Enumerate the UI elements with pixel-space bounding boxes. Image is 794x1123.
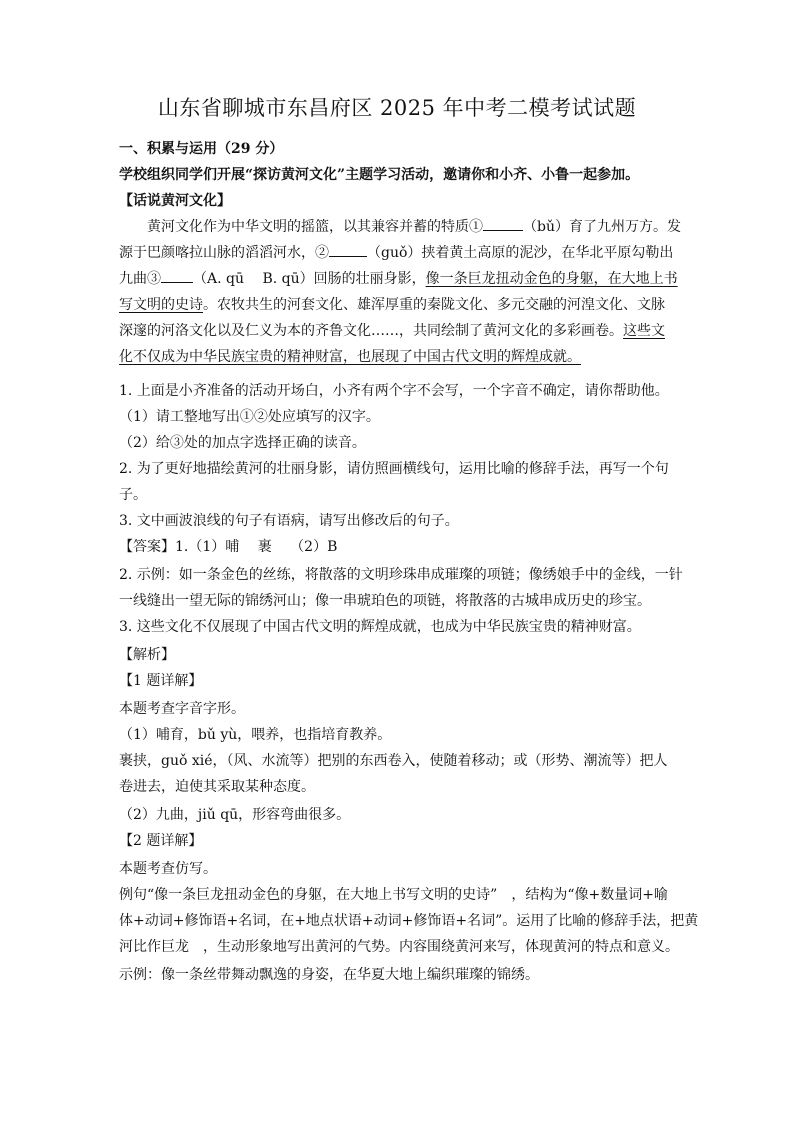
wavy-sentence: 这些文	[623, 323, 665, 339]
passage-line-3: 九曲③ （A. qū B. qū）回肠的壮丽身影，像一条巨龙扭动金色的身躯，在大地上书	[119, 271, 678, 287]
analysis-line: 卷进去，迫使其采取某种态度。	[119, 779, 315, 795]
question-line: （2）给③处的加点字选择正确的读音。	[119, 435, 366, 451]
answer-line: 一线缝出一望无际的锦绣河山；像一串琥珀色的项链，将散落的古城串成历史的珍宝。	[119, 593, 651, 609]
question-line: 1. 上面是小齐准备的活动开场白，小齐有两个字不会写，一个字音不确定，请你帮助他。	[119, 383, 669, 399]
answer-line: 2. 示例：如一条金色的丝练，将散落的文明珍珠串成璀璨的项链；像绣娘手中的金线，一针	[119, 567, 683, 583]
analysis-line: 裹挟，guǒ xié，（风、水流等）把别的东西卷入，使随着移动；或（形势、潮流等）把人	[119, 753, 668, 769]
analysis-line: 【1 题详解】	[119, 673, 203, 689]
analysis-line: 示例：像一条丝带舞动飘逸的身姿，在华夏大地上编织璀璨的锦绣。	[119, 967, 539, 983]
passage-line-1: 黄河文化作为中华文明的摇篮，以其兼容并蓄的特质① （bǔ）育了九州万方。发	[147, 219, 681, 235]
wavy-sentence-end: 化不仅成为中华民族宝贵的精神财富，也展现了中国古代文明的辉煌成就。	[119, 349, 581, 365]
answer-line: 3. 这些文化不仅展现了中国古代文明的辉煌成就，也成为中华民族宝贵的精神财富。	[119, 619, 641, 635]
blank-3	[161, 270, 193, 283]
analysis-line: 本题考查仿写。	[119, 861, 217, 877]
underlined-sentence-end: 写文明的史诗	[119, 297, 203, 313]
question-line: 子。	[119, 487, 147, 503]
underlined-sentence: 像一条巨龙扭动金色的身躯，在大地上书	[425, 271, 678, 287]
analysis-line: 【解析】	[119, 647, 175, 663]
subsection-heading: 【话说黄河文化】	[119, 193, 231, 209]
question-line: 3. 文中画波浪线的句子有语病，请写出修改后的句子。	[119, 513, 459, 529]
passage-line-2: 源于巴颜喀拉山脉的滔滔河水，② （guǒ）挟着黄土高原的泥沙，在华北平原勾勒出	[119, 245, 674, 261]
analysis-line: （2）九曲，jiǔ qū，形容弯曲很多。	[119, 807, 351, 823]
blank-1	[483, 218, 523, 231]
passage-line-6	[119, 348, 581, 366]
analysis-line: （1）哺育，bǔ yù，喂养，也指培育教养。	[119, 727, 392, 743]
analysis-line: 河比作巨龙 ，生动形象地写出黄河的气势。内容围绕黄河来写，体现黄河的特点和意义。	[119, 939, 679, 955]
answer-line: 【答案】1.（1）哺 裹 （2）B	[119, 539, 338, 555]
question-line: （1）请工整地写出①②处应填写的汉字。	[119, 409, 380, 425]
document-title: 山东省聊城市东昌府区 2025 年中考二模考试试题	[157, 96, 637, 120]
analysis-line: 体+动词+修饰语+名词，在+地点状语+动词+修饰语+名词”。运用了比喻的修辞手法，把黄	[119, 913, 699, 929]
analysis-line: 本题考查字音字形。	[119, 701, 245, 717]
blank-2	[329, 244, 367, 257]
passage-line-5: 深邃的河洛文化以及仁义为本的齐鲁文化……，共同绘制了黄河文化的多彩画卷。这些文	[119, 323, 665, 339]
section-heading: 一、积累与运用（29 分）	[119, 141, 284, 157]
question-line: 2. 为了更好地描绘黄河的壮丽身影，请仿照画横线句，运用比喻的修辞手法，再写一个句	[119, 461, 669, 477]
analysis-line: 例句“像一条巨龙扭动金色的身躯，在大地上书写文明的史诗” ，结构为“像+数量词+喻	[119, 887, 668, 903]
activity-intro: 学校组织同学们开展“探访黄河文化”主题学习活动，邀请你和小齐、小鲁一起参加。	[119, 167, 640, 183]
passage-line-4: 写文明的史诗。农牧共生的河套文化、雄浑厚重的秦陇文化、多元交融的河湟文化、文脉	[119, 297, 665, 313]
analysis-line: 【2 题详解】	[119, 833, 203, 849]
